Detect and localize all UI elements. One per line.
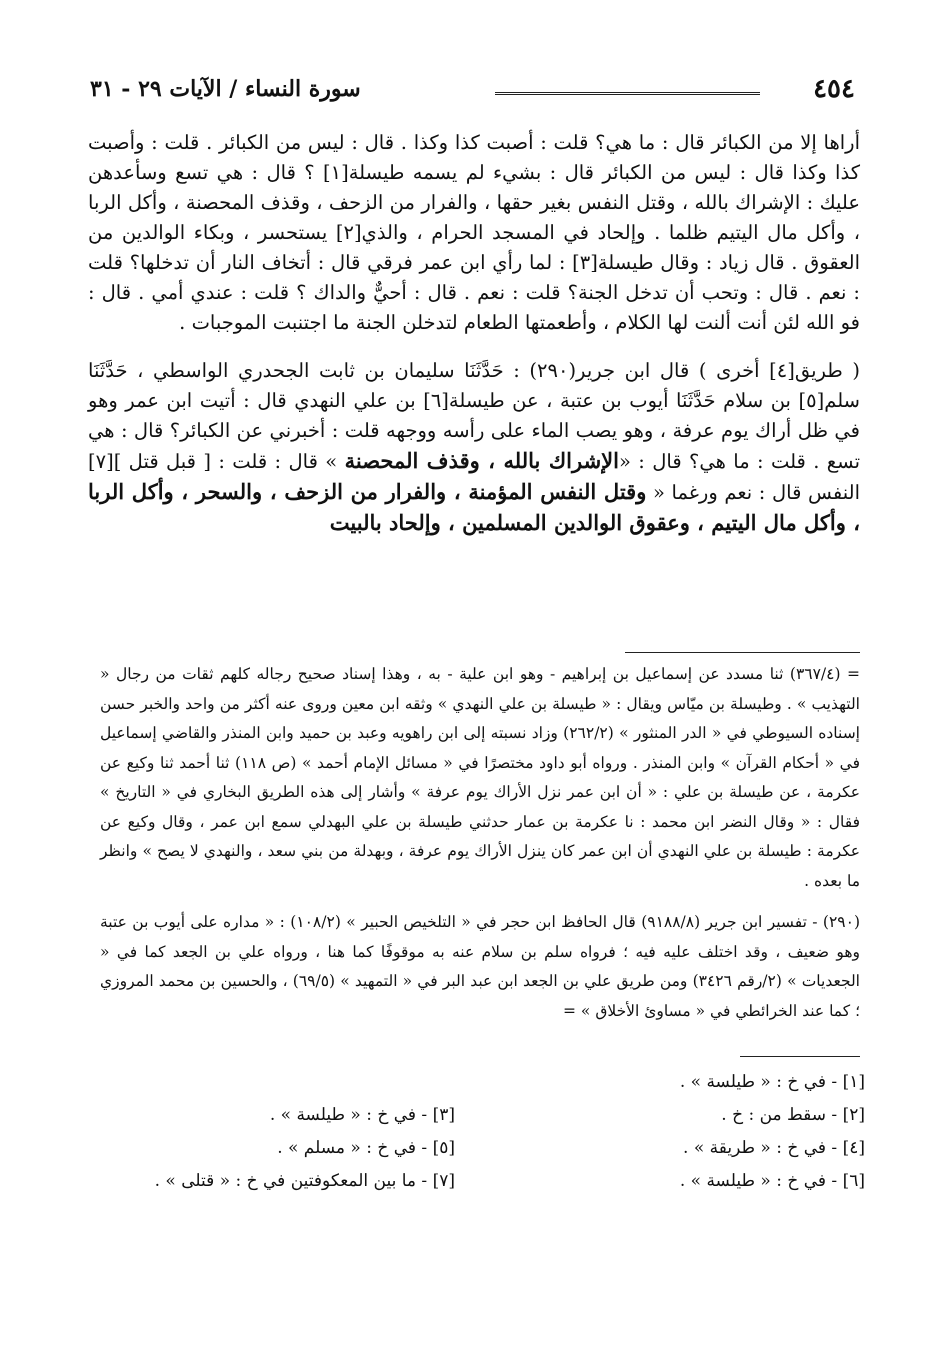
variant-row — [120, 1132, 865, 1165]
paragraph — [88, 356, 860, 539]
variant-note: [١] - في خ : « طيلسة » . — [679, 1072, 865, 1092]
paragraph-text: ( طريق[٤] أخرى ) قال ابن جرير(٢٩٠) : حَدَّثَنَا سليمان بن ثابت الجحدري الواسطي ، حَدَّثَنَا سلم[٥] بن سلام حَدَّثَنَا أيوب بن عتبة ، عن طيسلة[٦] بن علي النهدي قال : أتيت ابن عمر وهو في ظل أراك يوم عرفة ، وهو يصب الماء على رأسه ووجهه قلت : أخبرني عن الكبائر؟ قال : هي تسع . قلت : ما هي؟ قال : « — [88, 359, 861, 473]
variant-note: [٢] - سقط من : خ . — [721, 1105, 865, 1125]
main-text — [88, 128, 860, 539]
running-title: سورة النساء / الآيات ٢٩ - ٣١ — [90, 76, 361, 102]
variant-note: [٦] - في خ : « طيلسة » . — [679, 1171, 865, 1191]
paragraph: أراها إلا من الكبائر قال : ما هي؟ قلت : أصبت كذا وكذا . قال : ليس من الكبائر . قلت : وأصبت كذا وكذا قال : ليس من الكبائر قال : بشيء لم يسمه طيسلة[١] ؟ قال : هي تسع وسأعدهن عليك : الإشراك بالله ، وقتل النفس بغير حقها ، والفرار من الزحف ، وقذف المحصنة ، وأكل الربا ، وأكل مال اليتيم ظلما . وإلحاد في المسجد الحرام ، والذي[٢] يستحسر ، وبكاء الوالدين من العقوق . قال زياد : وقال طيسلة[٣] : لما رأي ابن عمر فرقي قال : أتخاف النار أن تدخلها؟ قلت : نعم . قال : وتحب أن تدخل الجنة؟ قلت : نعم . قال : أحيٌّ والداك ؟ قلت : عندي أمي . قال : فو الله لئن أنت ألنت لها الكلام ، وأطعمتها الطعام لتدخلن الجنة ما اجتنبت الموجبات . — [88, 131, 860, 334]
variant-row — [120, 1165, 865, 1198]
quote-bold: الإشراك بالله ، وقذف المحصنة — [344, 448, 619, 473]
variant-row — [120, 1099, 865, 1132]
page-header — [90, 72, 855, 112]
variant-row — [120, 1066, 865, 1099]
variant-note: [٥] - في خ : « مسلم » . — [277, 1138, 455, 1158]
manuscript-variants — [120, 1066, 865, 1198]
page-number: ٤٥٤ — [813, 74, 855, 104]
footnotes — [100, 660, 860, 1026]
footnote: = (٣٦٧/٤) ثنا مسدد عن إسماعيل بن إبراهيم - وهو ابن علية - به ، وهذا إسناد صحيح رجاله كلهم ثقات من رجال « التهذيب » . وطيسلة بن ميّاس ويقال : « طيسلة بن علي النهدي » وثقه ابن معين وروى عنه أكثر من واحد والخبر حسن إسناده السيوطي في « الدر المنثور » (٢٦٢/٢) وزاد نسبته إلى ابن راهويه وعبد بن حميد وابن المنذر والقاضي إسماعيل في « أحكام القرآن » وابن المنذر . ورواه أبو داود مختصرًا في « مسائل الإمام أحمد » (ص ١١٨) ثنا أحمد ثنا وكيع عن عكرمة ، عن طيسلة بن علي : « أن ابن عمر نزل الأراك يوم عرفة » وأشار إلى هذه الطريق البخاري في « التاريخ » فقال : « وقال النضر ابن محمد : نا عكرمة بن عمار حدثني طيسلة بن علي البهدلي سمع ابن عمر ، وقال وكيع عن عكرمة : طيسلة بن علي النهدي أن ابن عمر كان ينزل الأراك يوم عرفة ، وبهدلة من بني سعد ، والنهدي لا يصح » وانظر ما بعده . — [100, 665, 860, 890]
footnote-divider — [625, 652, 860, 653]
variant-note: [٣] - في خ : « طيلسة » . — [269, 1105, 455, 1125]
variants-divider — [740, 1056, 860, 1057]
variant-note: [٤] - في خ : « طريقة » . — [683, 1138, 865, 1158]
header-rule — [495, 92, 760, 99]
quote-bold: وقتل النفس المؤمنة ، والفرار من الزحف ، والسحر ، وأكل الربا ، وأكل مال اليتيم ، وعقوق الوالدين المسلمين ، وإلحاد بالبيت — [88, 479, 860, 535]
footnote: (٢٩٠) - تفسير ابن جرير (٩١٨٨/٨) قال الحافظ ابن حجر في « التلخيص الحبير » (١٠٨/٢) : « مداره على أيوب بن عتبة وهو ضعيف ، وقد اختلف عليه فيه ؛ فرواه سلم بن سلام عنه به موقوفًا كما هنا ، ورواه علي بن الجعد كما في « الجعديات » (٢/رقم ٣٤٢٦) ومن طريق علي بن الجعد ابن عبد البر في « التمهيد » (٦٩/٥) ، والحسين بن محمد المروزي ؛ كما عند الخرائطي في « مساوئ الأخلاق » = — [100, 913, 860, 1020]
variant-note: [٧] - ما بين المعكوفتين في خ : « قتلى » . — [154, 1171, 455, 1191]
paragraph-text: » قال : قلت : [ قبل قتل ][٧] النفس قال : نعم ورغما « — [88, 450, 861, 504]
